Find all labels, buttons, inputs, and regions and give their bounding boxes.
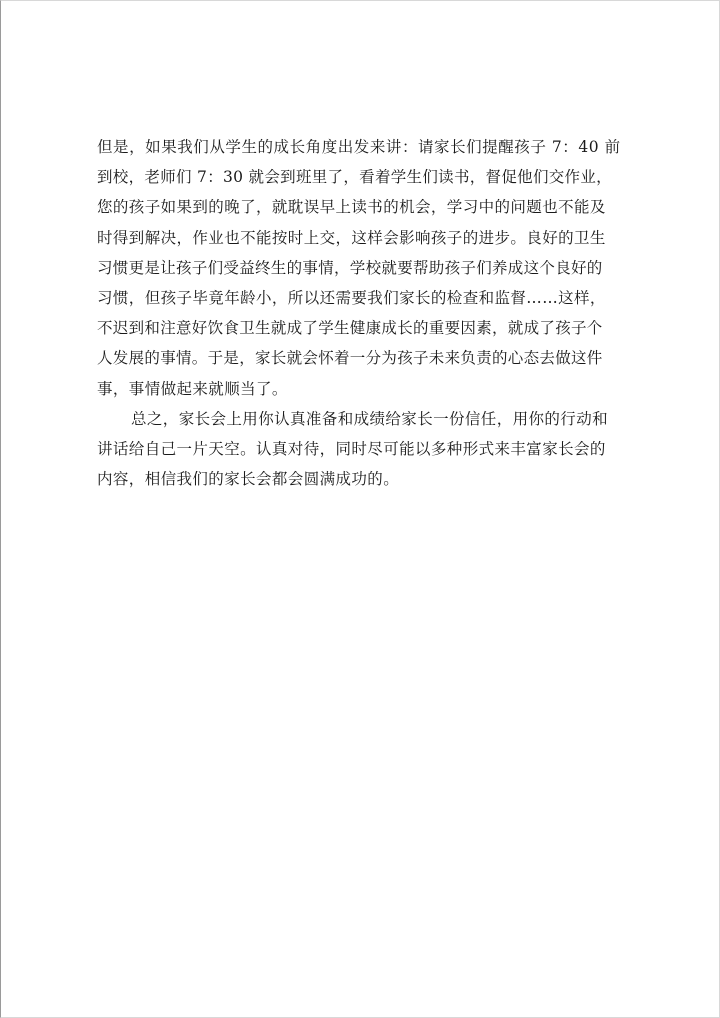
paragraph-line: 人发展的事情。于是，家长就会怀着一分为孩子未来负责的心态去做这件: [97, 349, 603, 368]
paragraph-line: 时得到解决，作业也不能按时上交，这样会影响孩子的进步。良好的卫生: [97, 228, 606, 247]
paragraph-line: 不迟到和注意好饮食卫生就成了学生健康成长的重要因素，就成了孩子个: [97, 319, 603, 338]
paragraph-2: [97, 404, 637, 495]
paragraph-line: 习惯更是让孩子们受益终生的事情，学校就要帮助孩子们养成这个良好的: [97, 258, 603, 277]
paragraph-line: 到校，老师们 7：30 就会到班里了，看着学生们读书，督促他们交作业，: [97, 168, 612, 187]
paragraph-line: 习惯，但孩子毕竟年龄小，所以还需要我们家长的检查和监督……这样，: [97, 288, 606, 307]
paragraph-line: 内容，相信我们的家长会都会圆满成功的。: [97, 470, 400, 489]
paragraph-line: 事，事情做起来就顺当了。: [97, 379, 288, 398]
document-body: [97, 132, 637, 494]
paragraph-line: 但是，如果我们从学生的成长角度出发来讲：请家长们提醒孩子 7：40 前: [97, 138, 621, 156]
paragraph-1: [97, 132, 637, 404]
paragraph-line: 讲话给自己一片天空。认真对待，同时尽可能以多种形式来丰富家长会的: [97, 439, 606, 458]
paragraph-line: 您的孩子如果到的晚了，就耽误早上读书的机会，学习中的问题也不能及: [97, 198, 606, 217]
paragraph-line: 总之，家长会上用你认真准备和成绩给家长一份信任，用你的行动和: [131, 409, 609, 428]
